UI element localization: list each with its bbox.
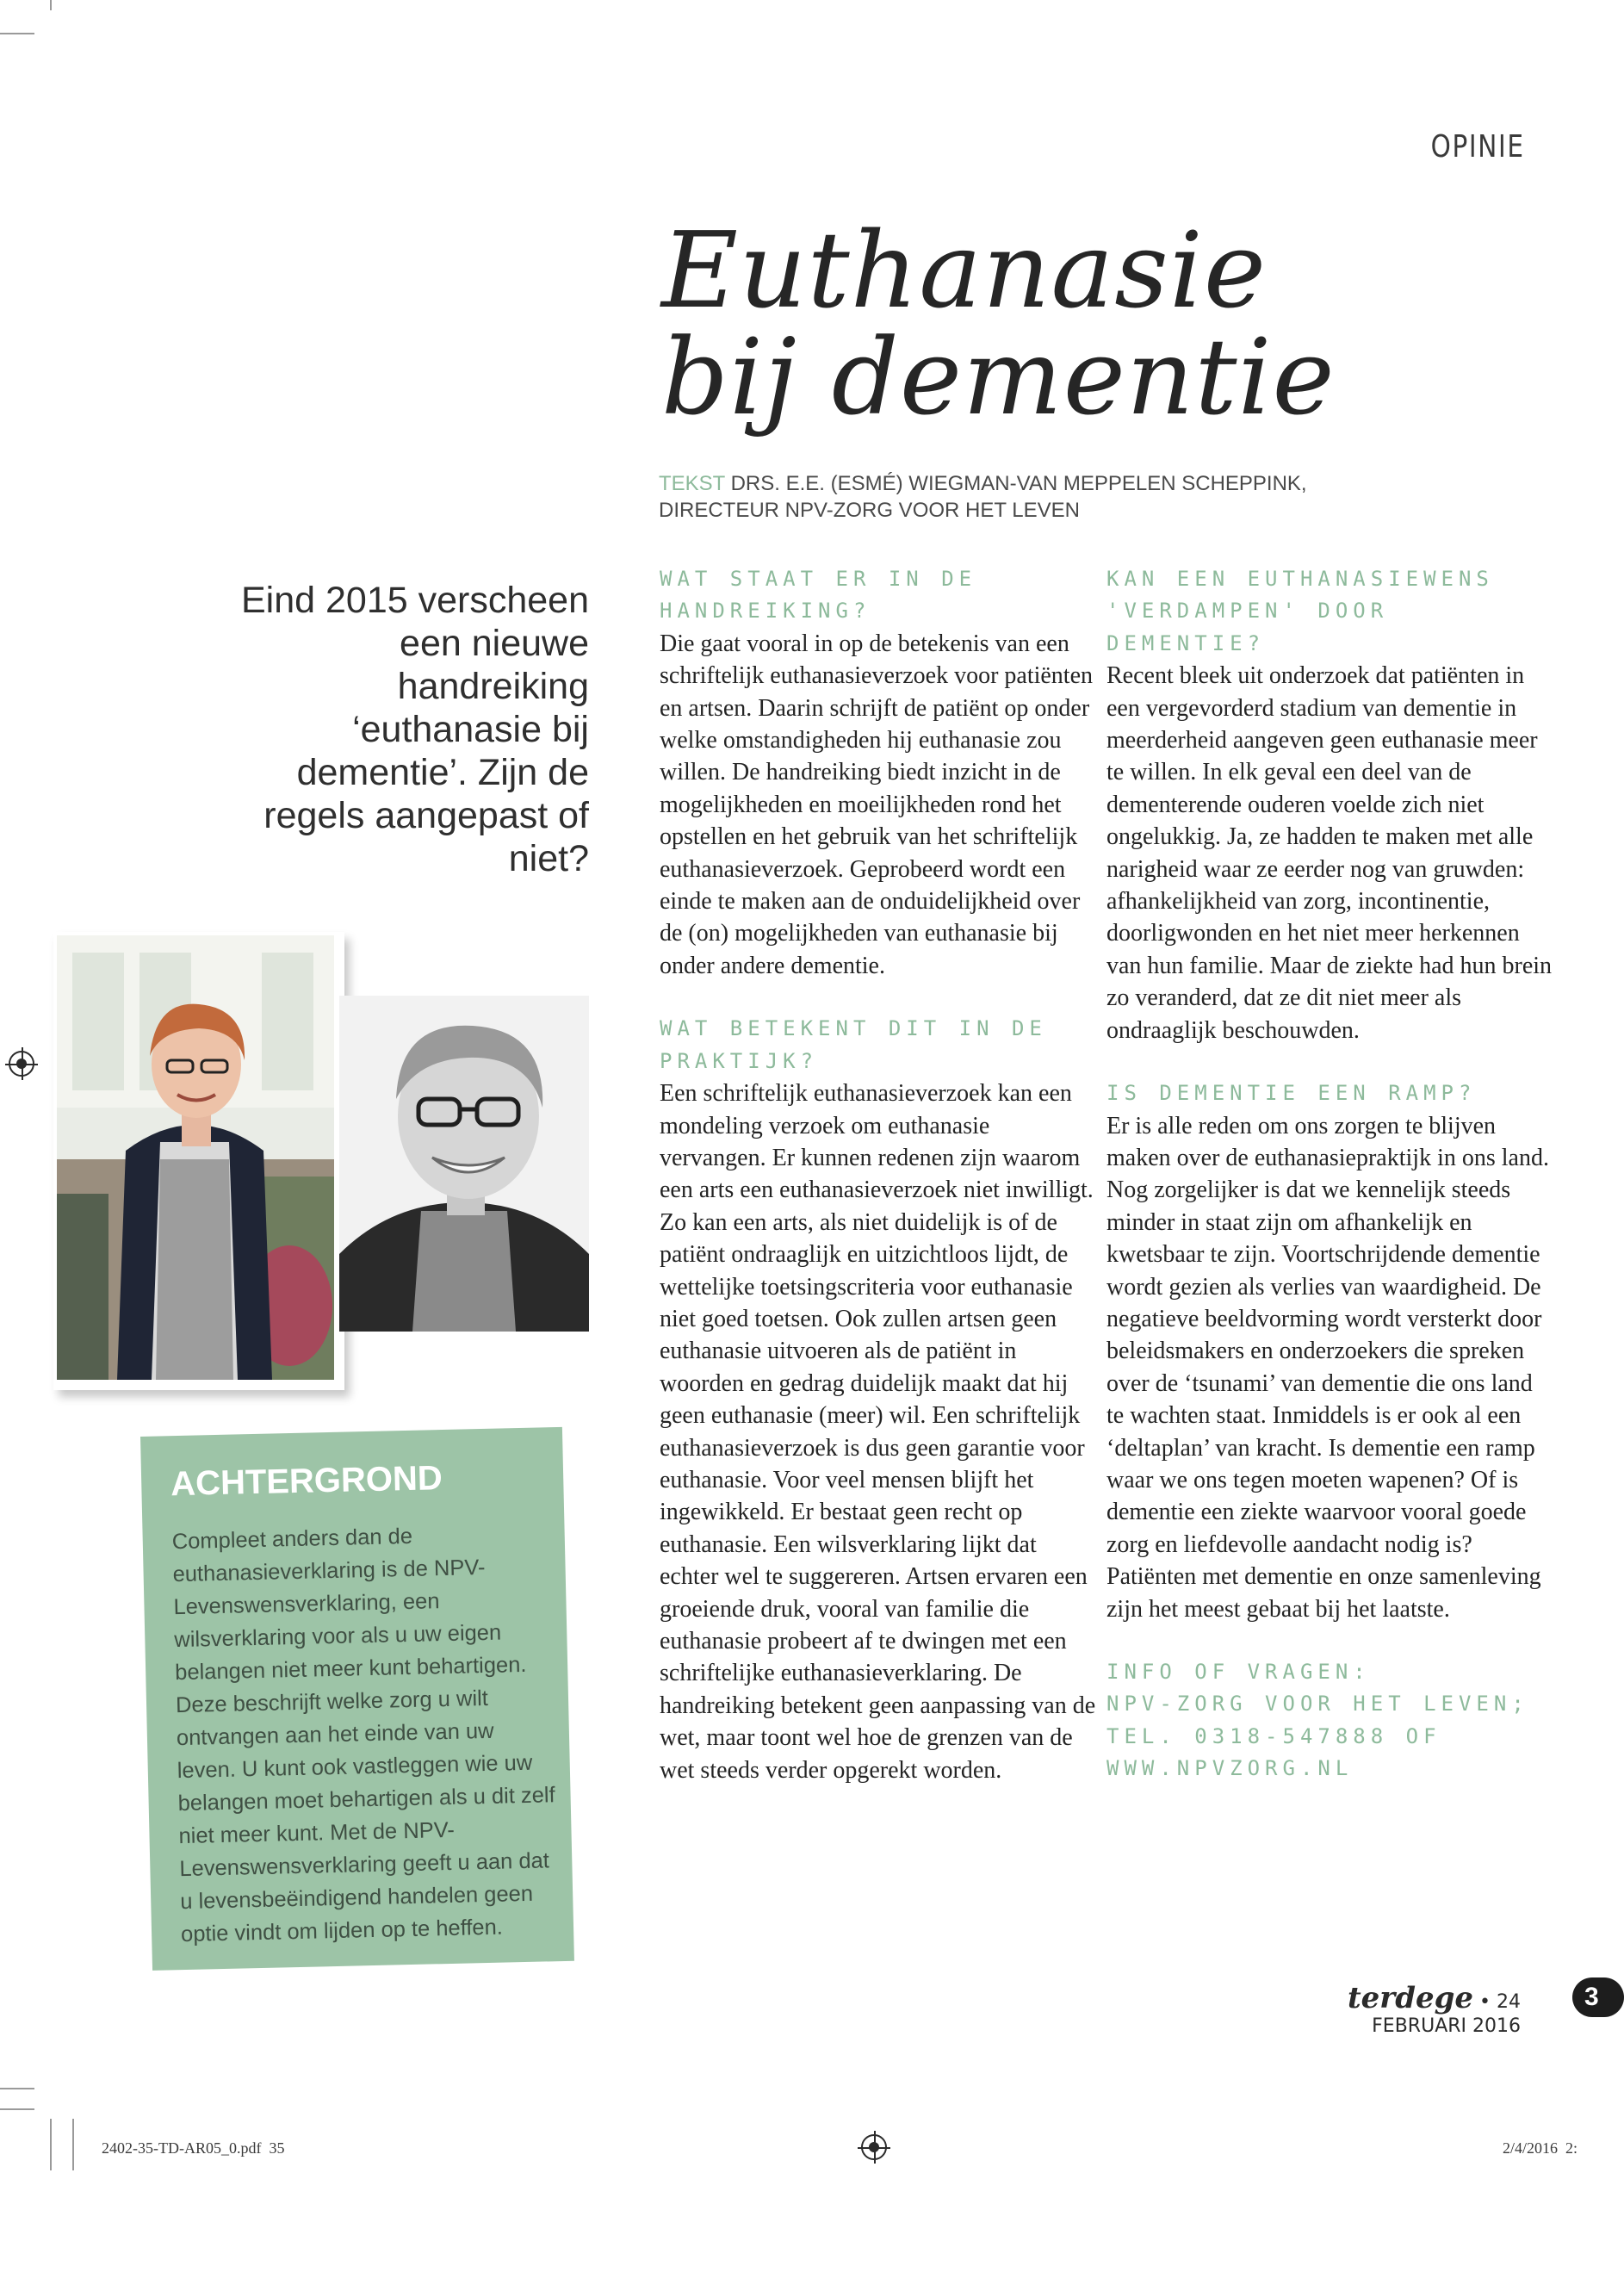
contact-line: NPV-ZORG VOOR HET LEVEN; xyxy=(1106,1692,1529,1717)
section-heading: WAT STAAT ER IN DE HANDREIKING? xyxy=(660,567,977,624)
contact-link[interactable]: WWW.NPVZORG.NL xyxy=(1106,1756,1354,1781)
contact-info xyxy=(1106,1656,1554,1785)
title-line-2: bij dementie xyxy=(661,316,1336,438)
author-photo-portrait-image xyxy=(339,996,589,1332)
background-box-title: ACHTERGROND xyxy=(170,1459,443,1504)
registration-mark-icon xyxy=(9,1051,34,1077)
article-title xyxy=(661,209,1350,438)
title-line-1: Euthanasie xyxy=(661,209,1268,332)
crop-mark xyxy=(72,2119,74,2170)
author-photo-standing xyxy=(53,932,344,1390)
slug-page: 35 xyxy=(269,2139,285,2157)
issue-date: 24 FEBRUARI 2016 xyxy=(1372,1991,1521,2037)
contact-line: INFO OF VRAGEN: xyxy=(1106,1660,1371,1684)
background-box-text: Compleet anders dan de euthanasieverklaring is de NPV-Levenswensverklaring, een wilsverklaring voor als u uw eigen belangen niet meer kunt behartigen. Deze beschrijft welke zorg u wilt ontvangen aan het einde van uw leven. U kunt ook vastleggen wie uw belangen moet behartigen als u dit zelf niet meer kunt. Met de NPV-Levenswensverklaring geeft u aan dat u levensbeëindigend handelen geen optie vindt om lijden op te heffen. xyxy=(171,1524,555,1947)
crop-mark xyxy=(0,2108,34,2110)
section-body: Die gaat vooral in op de betekenis van een schriftelijk euthanasieverzoek voor patiënten en artsen. Daarin schrijft de patiënt op onder welke omstandigheden hij euthanasie zou willen. De handreiking biedt inzicht in de mogelijkheden en moeilijkheden rond het opstellen en het gebruik van het schriftelijk euthanasieverzoek. Geprobeerd wordt een einde te maken aan de onduidelijkheid over de (on) mogelijkheden van euthanasie bij onder andere dementie. xyxy=(660,630,1094,979)
intro-quote: Eind 2015 verscheen een nieuwe handreiking ‘euthanasie bij dementie’. Zijn de regels aangepast of niet? xyxy=(240,580,589,879)
byline xyxy=(659,470,1434,524)
author-photo-standing-image xyxy=(57,935,334,1380)
article-column-2 xyxy=(1106,563,1554,1785)
section-body: Er is alle reden om ons zorgen te blijven maken over de euthanasiepraktijk in ons land. Nog zorgelijker is dat we kennelijk steeds minder in staat zijn om afhankelijk en kwetsbaar te zijn. Voortschrijdende dementie wordt gezien als verlies van waardigheid. De negatieve beeldvorming wordt versterkt door beleidsmakers en onderzoekers die spreken over de ‘tsunami’ van dementie die ons land te wachten staat. Inmiddels is er ook al een ‘deltaplan’ van kracht. Is dementie een ramp waar we ons tegen moeten wapenen? Of is dementie een ziekte waarvoor vooral goede zorg en liefdevolle aandacht nodig is? Patiënten met dementie en onze samenleving zijn het meest gebaat bij het laatste. xyxy=(1106,1112,1549,1623)
slug-date: 2/4/2016 xyxy=(1503,2139,1559,2157)
crop-mark xyxy=(0,33,34,34)
article-column-1 xyxy=(660,563,1099,1786)
background-box xyxy=(140,1427,574,1971)
section-body: Een schriftelijk euthanasieverzoek kan een mondeling verzoek om euthanasie vervangen. Er kunnen redenen zijn waarom een arts een euthanasieverzoek niet inwilligt. Zo kan een arts, als niet duidelijk is of de patiënt ondraaglijk en uitzichtloos lijdt, de wettelijke toetsingscriteria voor euthanasie niet goed toetsen. Ook zullen artsen geen euthanasie uitvoeren als de patiënt in woorden en gedrag duidelijk maakt dat hij geen euthanasie (meer) wil. Een schriftelijk euthanasieverzoek is dus geen garantie voor euthanasie. Voor veel mensen blijft het ingewikkeld. Er bestaat geen recht op euthanasie. Een wilsverklaring lijkt dat echter wel te suggereren. Artsen ervaren een groeiende druk, vooral van familie die euthanasie probeert af te dwingen met een schriftelijke euthanasieverklaring. De handreiking betekent geen aanpassing van de wet, maar toont wel hoe de grenzen van de wet steeds verder opgerekt worden. xyxy=(660,1080,1096,1784)
slug-filename: 2402-35-TD-AR05_0.pdf xyxy=(102,2139,262,2157)
print-slug-file xyxy=(102,2139,284,2158)
byline-lead: TEKST xyxy=(659,472,725,495)
section-heading: KAN EEN EUTHANASIEWENS 'VERDAMPEN' DOOR DEMENTIE? xyxy=(1106,567,1494,655)
slug-time: 2: xyxy=(1565,2139,1578,2157)
footer-separator: • xyxy=(1479,1991,1491,2013)
page-footer xyxy=(1271,1981,1521,2037)
page-number: 3 xyxy=(1572,1977,1624,2017)
crop-mark xyxy=(0,2088,34,2089)
section-body: Recent bleek uit onderzoek dat patiënten in een vergevorderd stadium van dementie in meerderheid aangeven geen euthanasie meer te willen. In elk geval een deel van de dementerende ouderen voelde zich niet ongelukkig. Ja, ze hadden te maken met alle narigheid waar ze eerder nog van gruwden: afhankelijkheid van zorg, incontinentie, doorligwonden en het niet meer herkennen van hun familie. Maar de ziekte had hun brein zo veranderd, dat ze dit niet meer als ondraaglijk beschouwden. xyxy=(1106,662,1553,1044)
crop-mark xyxy=(50,0,52,10)
print-slug-date xyxy=(1503,2139,1578,2158)
byline-author: DRS. E.E. (ESMÉ) WIEGMAN-VAN MEPPELEN SCHEPPINK, xyxy=(730,472,1307,495)
registration-mark-icon xyxy=(861,2134,887,2160)
author-photo-portrait xyxy=(339,996,589,1332)
section-label: OPINIE xyxy=(1430,129,1525,165)
crop-mark xyxy=(50,2119,52,2170)
section-heading: IS DEMENTIE EEN RAMP? xyxy=(1106,1081,1477,1106)
magazine-brand: terdege xyxy=(1347,1981,1474,2015)
section-heading: WAT BETEKENT DIT IN DE PRAKTIJK? xyxy=(660,1016,1047,1073)
byline-role: DIRECTEUR NPV-ZORG VOOR HET LEVEN xyxy=(659,499,1080,522)
contact-line: TEL. 0318-547888 OF xyxy=(1106,1723,1441,1748)
